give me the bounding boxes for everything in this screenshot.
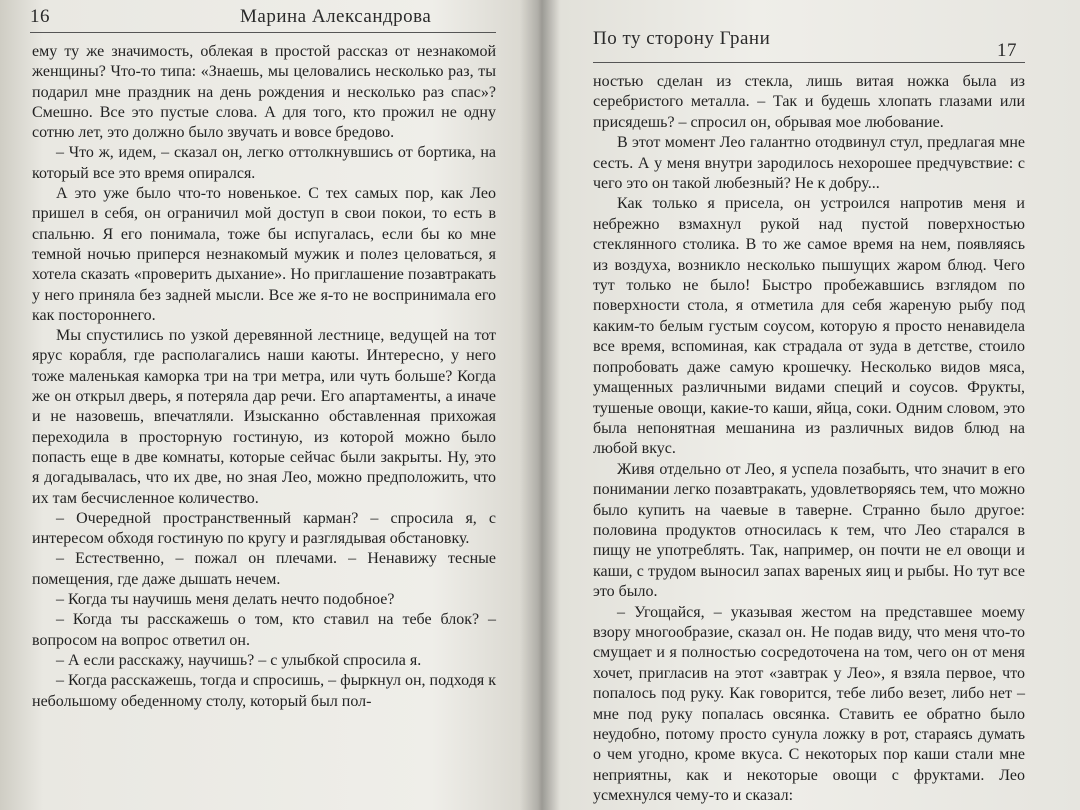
paragraph: – Когда ты научишь меня делать нечто подобное? <box>56 591 395 609</box>
paragraph: Живя отдельно от Лео, я успела позабыть, что значит в его понимании легко позавтракать, удовлетворяясь тем, что можно было купить на чаевые в таверне. Странно было другое: половина продуктов относилась к тем, что Лео старался в пищу не употреблять. Так, например, он почти не ел овощи и каши, с трудом выносил запах вареных яиц и рыбы. Но тут все это было. <box>593 460 1025 601</box>
page-number: 17 <box>997 40 1017 61</box>
book-gutter <box>520 0 560 810</box>
paragraph: Мы спустились по узкой деревянной лестнице, ведущей на тот ярус корабля, где располагались наши каюты. Интересно, у него тоже маленькая каморка три на три метра, или чуть больше? Когда же он открыл дверь, я потеряла дар речи. Его апартаменты, а иначе и не назовешь, впечатляли. Изысканно обставленная прихожая переходила в просторную гостиную, из которой можно было попасть еще в две комнаты, которые сейчас были закрыты. Ну, это я догадывалась, что их две, но зная Лео, можно предположить, что их там бесчисленное количество. <box>32 327 496 507</box>
paragraph: ему ту же значимость, облекая в простой рассказ от незнакомой женщины? Что-то типа: «Знаешь, мы целовались несколько раз, ты подарил мне праздник на день рождения и несколько раз спас»? Смешно. Все это пустые слова. А для того, кто прожил не одну сотню лет, это должно было звучать и вовсе бредово. <box>32 43 496 142</box>
paragraph: Как только я присела, он устроился напротив меня и небрежно взмахнул рукой над пустой поверхностью стеклянного столика. В то же самое время на нем, появляясь из воздуха, возникло несколько пышущих жаром блюд. Чего тут только не было! Быстро пробежавшись взглядом по поверхности стола, я отметила для себя жареную рыбу под каким-то белым густым соусом, которую я просто ненавидела все время, вспоминая, как страдала от зуда в детстве, стоило попробовать даже самую крошечку. Несколько видов мяса, умащенных различными видами специй и соусов. Фрукты, тушеные овощи, какие-то каши, яйца, соки. Одним словом, это была непонятная мешанина из различных видов блюд на любой вкус. <box>593 195 1025 458</box>
page-body <box>593 72 1025 807</box>
running-head-author: Марина Александрова <box>240 6 432 27</box>
paragraph: – А если расскажу, научишь? – с улыбкой спросила я. <box>56 651 422 669</box>
paragraph: – Что ж, идем, – сказал он, легко оттолкнувшись от бортика, на который все это время опирался. <box>32 144 496 182</box>
paragraph: – Когда ты расскажешь о том, кто ставил на тебе блок? – вопросом на вопрос ответил он. <box>32 611 496 649</box>
paragraph: В этот момент Лео галантно отодвинул стул, предлагая мне сесть. А у меня внутри зародилось нехорошее предчувствие: с чего это он такой любезный? Не к добру... <box>593 134 1025 193</box>
paragraph: А это уже было что-то новенькое. С тех самых пор, как Лео пришел в себя, он ограничил мой доступ в свои покои, то есть в спальню. Я его понимала, тоже бы испугалась, если бы ко мне темной ночью приперся незнакомый мужик и полез целоваться, я хотела сказать «проверить дыхание». Но приглашение позавтракать у него приняла без задней мысли. Все же я-то не воспринимала его как постороннего. <box>32 185 496 324</box>
header-rule <box>593 62 1025 63</box>
header-rule <box>30 32 496 33</box>
page-body <box>32 42 496 712</box>
paragraph: ностью сделан из стекла, лишь витая ножка была из серебристого металла. – Так и будешь хлопать глазами или присядешь? – спросил он, обрывая мое любование. <box>593 73 1025 131</box>
paragraph: – Угощайся, – указывая жестом на представшее моему взору многообразие, сказал он. Не подав виду, что меня что-то смущает и я полностью сосредоточена на том, чего он от меня хочет, пригласив на этот «завтрак у Лео», я взяла первое, что попалось под руку. Как говорится, тебе либо везет, либо нет – мне под руку попалась овсянка. Ставить ее обратно было неудобно, потому просто сунула ложку в рот, стараясь думать о чем угодно, кроме вкуса. С некоторых пор каши стали мне неприятны, как и некоторые овощи с фруктами. Лео усмехнулся чему-то и сказал: <box>593 603 1025 805</box>
left-page <box>30 0 500 810</box>
page-number: 16 <box>30 6 50 27</box>
right-page <box>585 0 1025 810</box>
paragraph: – Когда расскажешь, тогда и спросишь, – фыркнул он, подходя к небольшому обеденному столу, который был пол- <box>32 672 496 710</box>
paragraph: – Очередной пространственный карман? – спросила я, с интересом обходя гостиную по кругу и разглядывая обстановку. <box>32 509 496 548</box>
paragraph: – Естественно, – пожал он плечами. – Ненавижу тесные помещения, где даже дышать нечем. <box>32 550 496 588</box>
running-head-title: По ту сторону Грани <box>593 28 771 49</box>
